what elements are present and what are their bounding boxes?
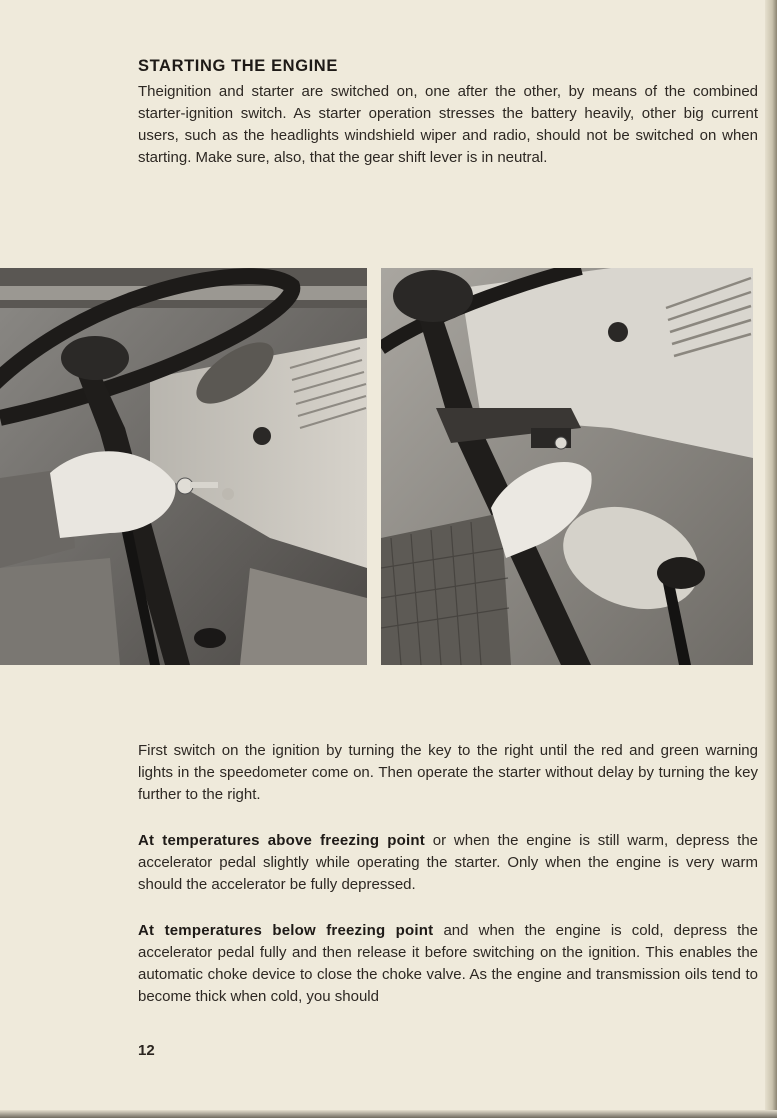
above-freezing-paragraph — [138, 830, 758, 896]
bottom-edge — [0, 1110, 777, 1118]
below-freezing-text: and when the engine is cold, depress the accelerator pedal fully and then release it before switching on the ignition. This enables the automatic choke device to close the choke valve. As the engine and transmission oils tend to become thick when cold, you should — [138, 922, 758, 1005]
photo-steering-ignition-illustration — [0, 268, 367, 665]
photo-steering-ignition — [0, 268, 367, 665]
page-number: 12 — [138, 1042, 155, 1059]
intro-paragraph: Theignition and starter are switched on, one after the other, by means of the combined starter-ignition switch. As starter operation stresses the battery heavily, other big current users, such as the headlights windshield wiper and radio, should not be switched on when starting. Make sure, also, that the gear shift lever is in neutral. — [138, 83, 758, 166]
below-freezing-paragraph — [138, 920, 758, 1008]
page-edge — [765, 0, 777, 1118]
section-heading: STARTING THE ENGINE — [138, 57, 338, 75]
above-freezing-text: or when the engine is still warm, depress the accelerator pedal slightly while operating the starter. Only when the engine is very warm should the accelerator be fully depressed. — [138, 832, 759, 893]
below-freezing-lead: At temperatures below freezing point — [138, 922, 434, 939]
photo-ignition-key — [381, 268, 753, 665]
above-freezing-lead: At temperatures above freezing point — [138, 832, 425, 849]
ignition-paragraph: First switch on the ignition by turning the key to the right until the red and green warning lights in the speedometer come on. Then operate the starter without delay by turning the key further to the right. — [138, 742, 758, 803]
photo-ignition-key-illustration — [381, 268, 753, 665]
